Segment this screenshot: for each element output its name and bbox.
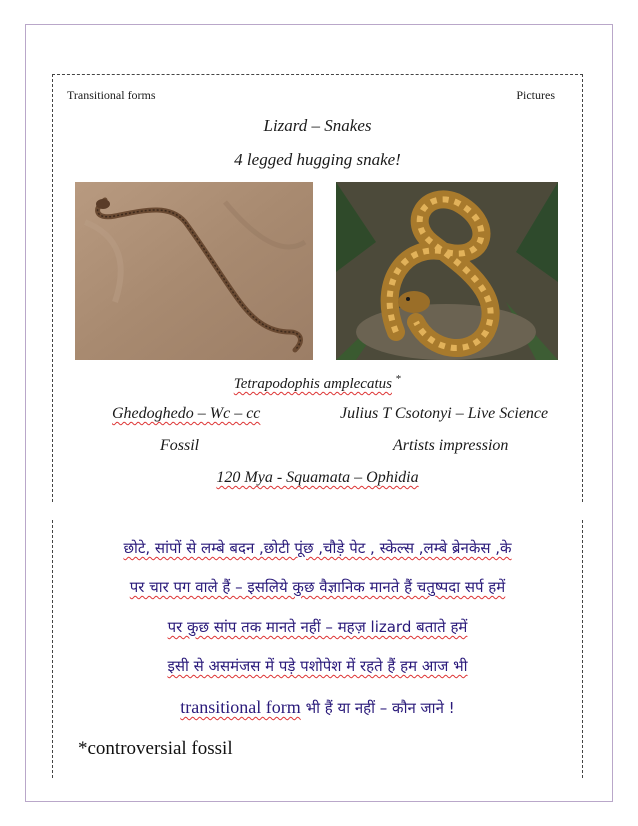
hindi-line-4 <box>52 656 583 676</box>
transitional-form-text: transitional form <box>180 697 301 717</box>
hindi-line-5-text: भी हैं या नहीं – कौन जाने ! <box>305 699 455 717</box>
caption-fossil: Fossil <box>160 437 200 454</box>
header-transitional-forms: Transitional forms <box>67 88 156 102</box>
page-title: Lizard – Snakes <box>263 116 372 135</box>
hindi-line-1-text: छोटे, सांपों से लम्बे बदन ,छोटी पूंछ ,चौड़े पेट , स्केल्स ,लम्बे ब्रेनकेस ,के <box>123 539 512 557</box>
header-pictures: Pictures <box>516 88 555 102</box>
hindi-line-2-text: पर चार पग वाले हैं – इसलिये कुछ वैज्ञानिक मानते हैं चतुष्पदा सर्प हमें <box>129 578 506 596</box>
hindi-line-3 <box>52 617 583 637</box>
page-subtitle: 4 legged hugging snake! <box>234 150 401 169</box>
caption-artist: Artists impression <box>393 437 509 454</box>
credit-right: Julius T Csotonyi – Live Science <box>340 405 549 422</box>
hindi-line-3-text: पर कुछ सांप तक मानते नहीं – महज़ lizard बताते हमें <box>167 618 468 636</box>
hindi-line-4-text: इसी से असमंजस में पड़े पशोपेश में रहते हैं हम आज भी <box>167 657 468 675</box>
credit-left: Ghedoghedo – Wc – cc <box>112 405 261 422</box>
artist-impression-image <box>336 182 558 360</box>
fossil-image <box>75 182 313 360</box>
species-name <box>52 373 583 393</box>
hindi-line-1 <box>52 538 583 558</box>
hindi-line-5 <box>52 697 583 718</box>
species-asterisk: * <box>395 373 402 385</box>
classification-text: 120 Mya - Squamata – Ophidia <box>216 469 419 486</box>
hindi-line-2 <box>52 577 583 597</box>
classification <box>52 469 583 487</box>
footnote: *controversial fossil <box>78 738 233 759</box>
species-label: Tetrapodophis amplecatus <box>233 376 392 392</box>
